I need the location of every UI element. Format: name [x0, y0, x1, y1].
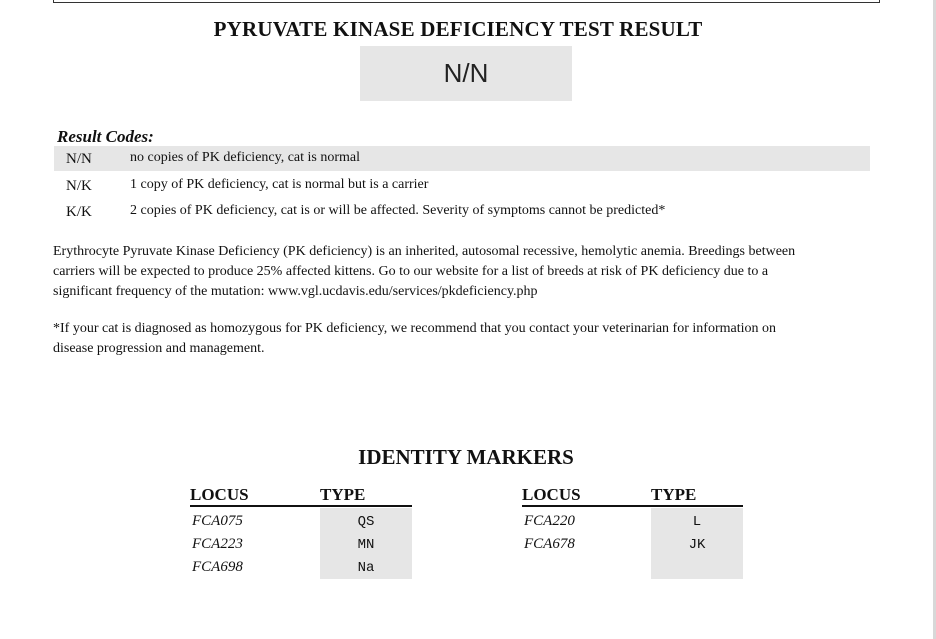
- test-result-value: N/N: [443, 58, 489, 88]
- locus-cell: FCA075: [192, 513, 243, 529]
- header-rule: [190, 505, 412, 507]
- locus-cell: FCA223: [192, 536, 243, 552]
- result-codes-heading: Result Codes:: [57, 127, 154, 146]
- header-rule: [522, 505, 743, 507]
- locus-header: LOCUS: [190, 485, 249, 504]
- paragraph-line: disease progression and management.: [53, 341, 265, 356]
- result-code-row: [54, 173, 870, 198]
- locus-header: LOCUS: [522, 485, 581, 504]
- result-code: N/K: [66, 178, 92, 194]
- result-code: K/K: [66, 204, 92, 220]
- result-code-description: 1 copy of PK deficiency, cat is normal but is a carrier: [130, 177, 429, 192]
- paragraph-line: significant frequency of the mutation: www.vgl.ucdavis.edu/services/pkdeficiency.php: [53, 284, 538, 299]
- result-code-description: no copies of PK deficiency, cat is normal: [130, 150, 361, 165]
- test-result-box: [360, 46, 572, 101]
- paragraph-line: Erythrocyte Pyruvate Kinase Deficiency (PK deficiency) is an inherited, autosomal recessive, hemolytic anemia. Breedings between: [53, 244, 796, 259]
- paragraph-line: *If your cat is diagnosed as homozygous for PK deficiency, we recommend that you contact your veterinarian for information on: [53, 321, 776, 336]
- locus-cell: FCA698: [192, 559, 243, 575]
- type-cell: L: [692, 514, 702, 530]
- type-cell: QS: [357, 514, 375, 530]
- type-header: TYPE: [651, 485, 697, 504]
- homozygous-note-paragraph: [53, 319, 873, 359]
- type-cell: Na: [357, 560, 375, 576]
- result-code-row: [54, 146, 870, 171]
- report-title: PYRUVATE KINASE DEFICIENCY TEST RESULT: [213, 17, 703, 41]
- type-cell: MN: [357, 537, 375, 553]
- result-code-description: 2 copies of PK deficiency, cat is or will be affected. Severity of symptoms cannot be predicted*: [130, 203, 666, 218]
- locus-cell: FCA678: [524, 536, 575, 552]
- header-frame: [53, 0, 880, 3]
- pk-description-paragraph: [53, 242, 873, 302]
- identity-markers-title: IDENTITY MARKERS: [358, 445, 574, 469]
- result-code: N/N: [66, 151, 92, 167]
- locus-cell: FCA220: [524, 513, 575, 529]
- paragraph-line: carriers will be expected to produce 25% affected kittens. Go to our website for a list of breeds at risk of PK deficiency due to a: [53, 264, 769, 279]
- result-code-row: [54, 199, 870, 224]
- type-header: TYPE: [320, 485, 366, 504]
- type-cell: JK: [688, 537, 706, 553]
